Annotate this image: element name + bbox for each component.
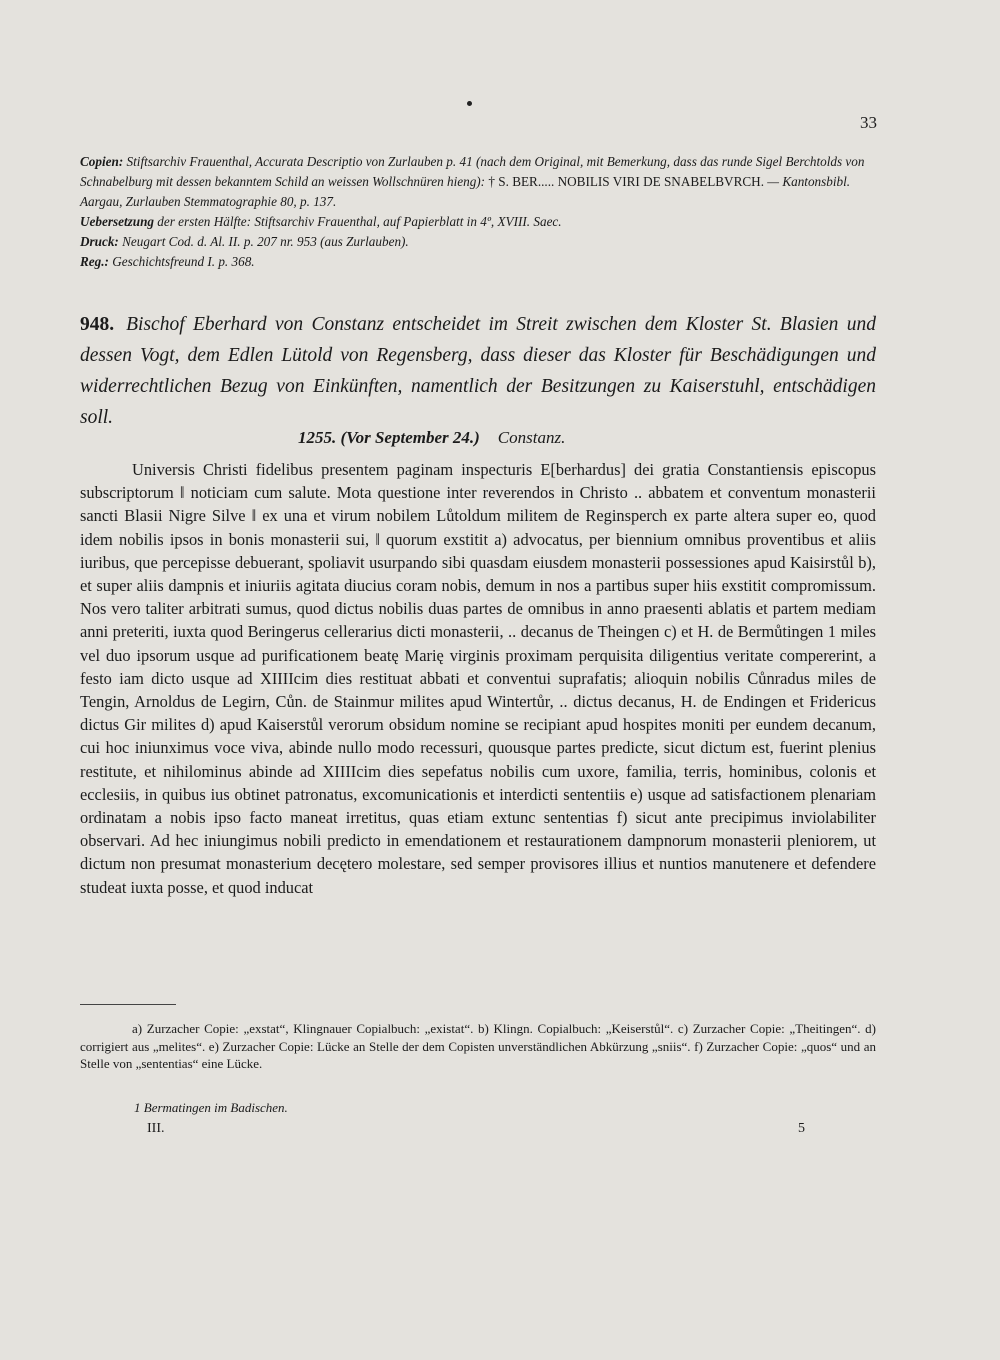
page-number: 33 (860, 113, 877, 132)
reg-text: Geschichtsfreund I. p. 368. (108, 254, 255, 269)
reg-label: Reg.: (80, 254, 109, 269)
druck-label: Druck: (80, 234, 119, 249)
dateline (298, 428, 565, 448)
text-critical-notes (80, 1020, 876, 1073)
sheet-number: 5 (798, 1121, 805, 1136)
printer-signature: III. (147, 1121, 165, 1136)
copien-text-1: Stiftsarchiv Frauenthal, Accurata Descriptio von Zurlauben p. 41 (nach dem Original, mit Bemerkung, dass das runde Sigel Berchtolds von Schnabelburg mit dessen bekanntem Schild an weissen Wollschnüren hieng): (80, 154, 865, 189)
uebersetzung-text: der ersten Hälfte: Stiftsarchiv Frauenthal, auf Papierblatt in 4º, XVIII. Saec. (154, 214, 562, 229)
uebersetzung-paragraph (80, 212, 876, 232)
printer-dot (467, 101, 472, 106)
reg-paragraph (80, 252, 876, 272)
footnote-1: 1 Bermatingen im Badischen. (134, 1100, 288, 1115)
body-paragraph: Universis Christi fidelibus presentem paginam inspecturis E[berhardus] dei gratia Constantiensis episcopus subscriptorum ‖ noticiam cum salute. Mota questione inter reverendos in Christo .. abbatem et conventum monasterii sancti Blasii Nigre Silve ‖ ex una et virum nobilem Lůtoldum militem de Reginsperch ex parte altera super eo, quod idem nobilis ipsos in bonis monasterii sui, ‖ quorum exstitit a) advocatus, per biennium omnibus proventibus et aliis iuribus, que percepisse debuerant, spoliavit usurpando sibi quasdam eiusdem monasterii possessiones apud Kaisirstůl b), et super aliis dampnis et iniuriis agitata diucius coram nobis, demum in nos a partibus super hiis exstitit compromissum. Nos vero taliter arbitrati sumus, quod dictus nobilis duas partes de omnibus in anno praesenti ablatis et partem mediam anni preteriti, iuxta quod Beringerus cellerarius dicti monasterii, .. decanus de Theingen c) et H. de Bermůtingen 1 miles vel duo ipsorum usque ad purificationem beatę Marię virginis proximam perquisita diligentius veritate compererint, a festo iam dicto usque ad XIIIIcim dies restituat abbati et conventui suprafatis; alioquin nobilis Cůnradus miles de Tengin, Arnoldus de Legirn, Cůn. de Stainmur milites apud Wintertůr, .. dictus decanus, H. de Endingen et Fridericus dictus Gir milites d) apud Kaiserstůl verorum obsidum nomine se recipiant apud hospites moniti per eundem decanum, cui hoc iniunximus voce viva, abinde nullo modo recessuri, quousque partes predicte, sicut dictum est, fuerint plenius restitute, et nihilominus abinde ad XIIIIcim dies sepefatus nobilis cum uxore, familia, terris, hominibus, colonis et ecclesiis, in quibus ius obtinet patronatus, excomunicationis et interdicti sententiis e) usque ad satisfactionem plenariam ordinatam a nobis ipso facto maneat irretitus, quas etiam extunc sententias f) sicut ante precipimus inviolabiliter observari. Ad hec iniungimus nobili predicto in emendationem et restaurationem dampnorum monasterii pleniorem, ut dictum non presumat monasterium decętero molestare, sed semper provisores illius et nuntios manutenere et defendere studeat iuxta posse, et quod inducat (80, 460, 876, 897)
charter-text (80, 458, 876, 899)
sources-block (80, 152, 876, 272)
footnote-rule (80, 1004, 176, 1005)
copien-text-2: — Kantonsbibl. Aargau, Zurlauben Stemmatographie 80, p. 137. (80, 174, 851, 209)
document-date: 1255. (Vor September 24.) (298, 428, 480, 447)
seal-legend: † S. BER..... NOBILIS VIRI DE SNABELBVRCH. (488, 174, 764, 189)
copien-label: Copien: (80, 154, 124, 169)
document-heading (80, 309, 876, 433)
druck-paragraph (80, 232, 876, 252)
heading-text: Bischof Eberhard von Constanz entscheidet im Streit zwischen dem Kloster St. Blasien und dessen Vogt, dem Edlen Lütold von Regensberg, dass dieser das Kloster für Beschädigungen und widerrechtlichen Bezug von Einkünften, namentlich der Besitzungen zu Kaiserstuhl, entschädigen soll. (80, 314, 876, 428)
footnotes-paragraph: a) Zurzacher Copie: „exstat“, Klingnauer Copialbuch: „existat“. b) Klingn. Copialbuch: „Keiserstůl“. c) Zurzacher Copie: „Theitingen“. d) corrigiert aus „melites“. e) Zurzacher Copie: Lücke an Stelle der dem Copisten unverständlichen Abkürzung „sniis“. f) Zurzacher Copie: „quos“ und an Stelle von „sententias“ eine Lücke. (80, 1021, 876, 1071)
document-number: 948. (80, 314, 115, 335)
document-place: Constanz. (497, 428, 566, 447)
uebersetzung-label: Uebersetzung (80, 214, 154, 229)
druck-text: Neugart Cod. d. Al. II. p. 207 nr. 953 (aus Zurlauben). (118, 234, 409, 249)
copien-paragraph (80, 152, 876, 212)
